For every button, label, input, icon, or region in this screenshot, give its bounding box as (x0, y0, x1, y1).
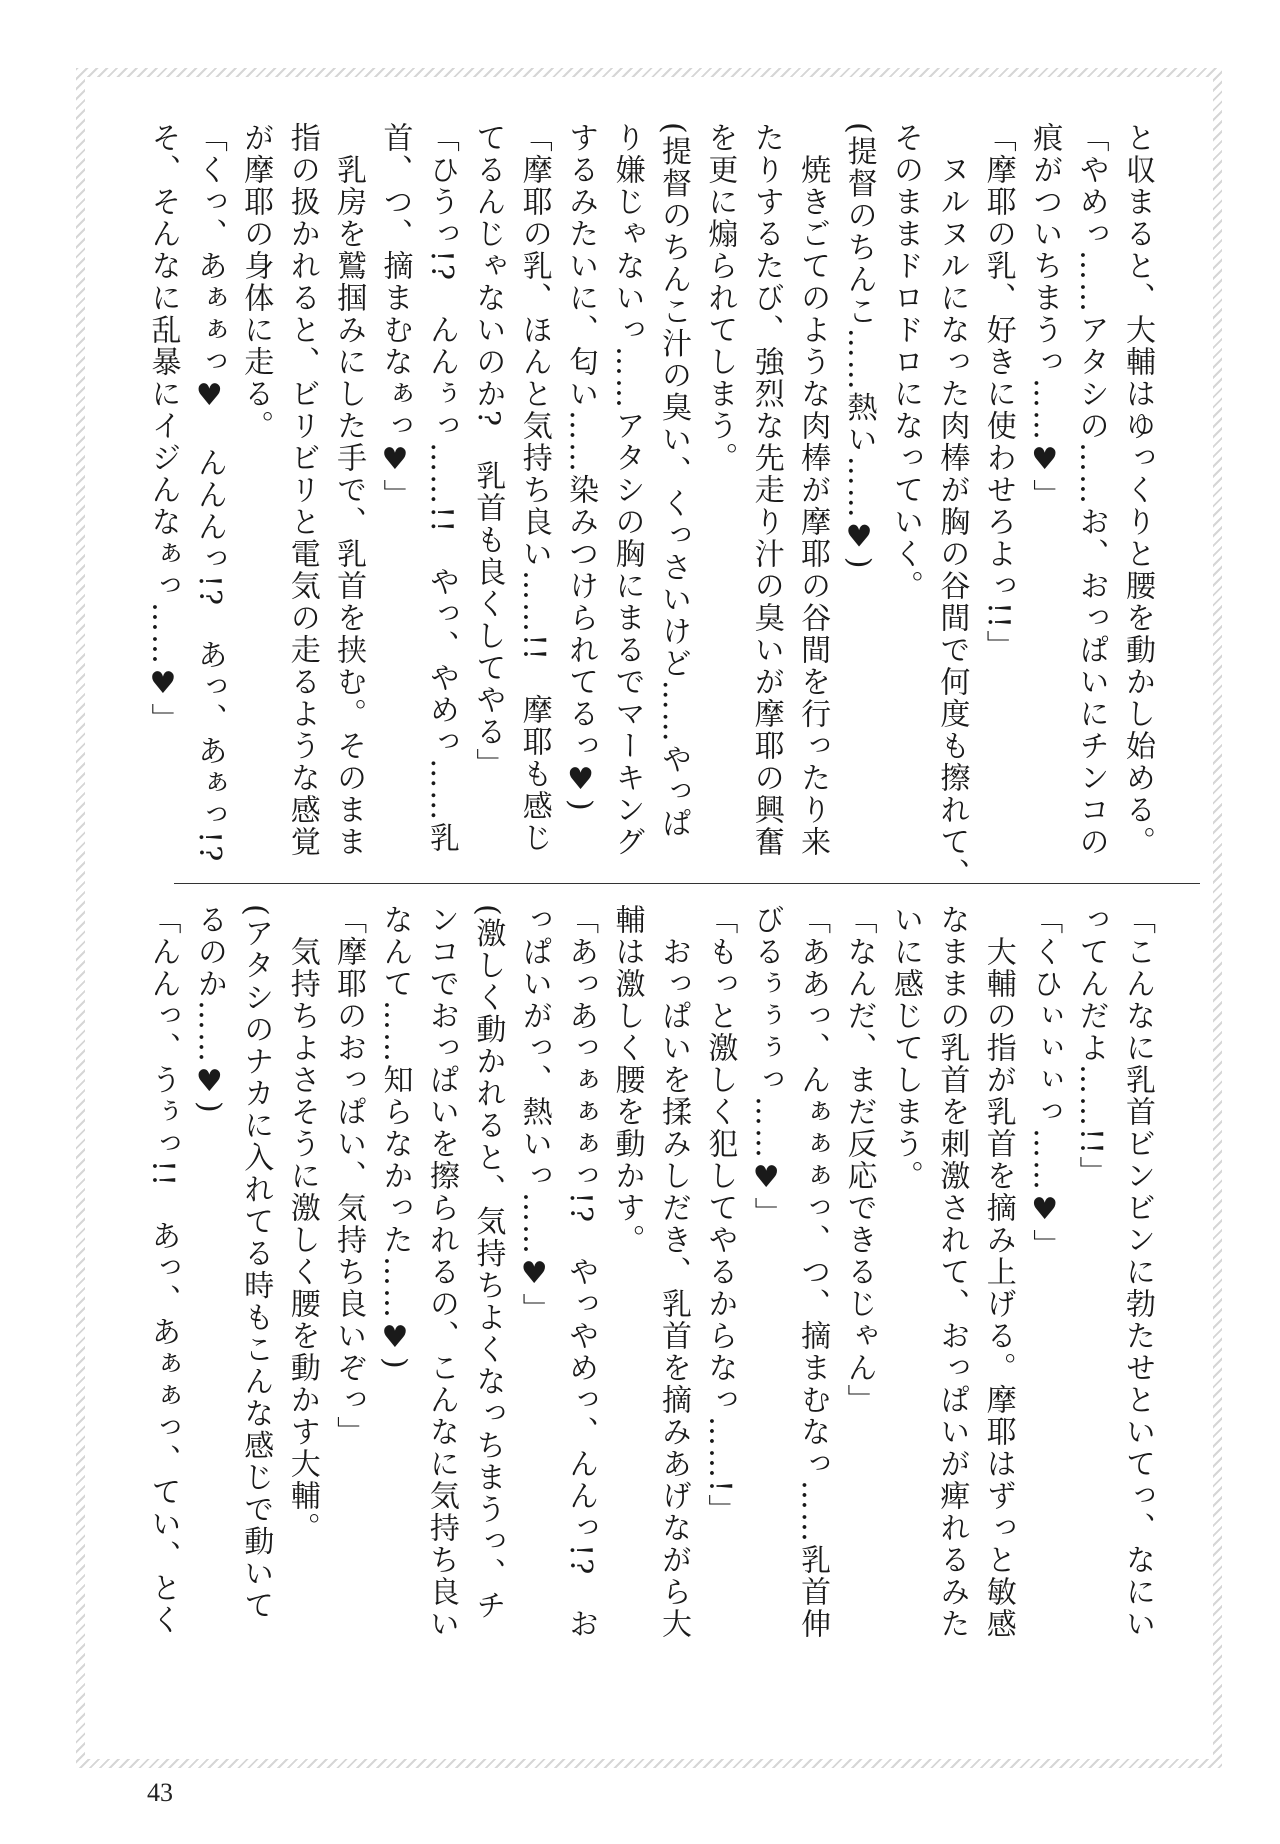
text-line: と収まると、大輔はゆっくりと腰を動かし始める。 (1120, 122, 1155, 858)
text-line: 気持ちよさそうに激しく腰を動かす大輔。 (284, 904, 320, 1544)
text-line: ンコでおっぱいを擦られるの、こんなに気持ち良い (423, 904, 459, 1640)
text-line: 乳房を鷲掴みにした手で、乳首を挟む。そのまま (331, 122, 367, 858)
text-line: 「もっと激しく犯してやるからなっ……!」 (702, 904, 738, 1527)
text-line: そのままドロドロになっていく。 (887, 122, 923, 602)
text-line: (激しく動かれると、気持ちよくなっちまうっ、チ (470, 904, 506, 1622)
bottom-text-section (139, 904, 1160, 1649)
text-line: 「こんなに乳首ビンビンに勃たせといてっ、なにい (1120, 904, 1155, 1640)
text-line: 「摩耶のおっぱい、気持ち良いぞっ」 (331, 904, 367, 1448)
text-line: ヌルヌルになった肉棒が胸の谷間で何度も擦れて、 (934, 122, 970, 890)
text-line: 首、つ、摘まむなぁっ♥」 (377, 122, 413, 511)
text-line: 「くひぃぃぃっ……♥」 (1027, 904, 1063, 1261)
text-line: するみたいに、匂い……染みつけられてるっ♥) (563, 122, 599, 813)
text-line: おっぱいを揉みしだき、乳首を摘みあげながら大 (655, 904, 691, 1640)
text-line: 「くっ、あぁぁっ♥ んんんっ!? あっ、あぁっ!? (191, 122, 227, 864)
text-line: 痕がついちまうっ……♥」 (1027, 122, 1063, 511)
section-divider (174, 883, 1200, 884)
text-line: 「ああっ、んぁぁぁっ、つ、摘まむなっ……乳首伸 (795, 904, 831, 1640)
text-line: 「ひうっ!? んんぅっ……!! やっ、やめっ……乳 (423, 122, 459, 855)
text-line: っぱいがっ、熱いっ……♥」 (516, 904, 552, 1325)
text-line: 「摩耶の乳、ほんと気持ち良い……!! 摩耶も感じ (516, 122, 552, 855)
text-line: 輔は激しく腰を動かす。 (609, 904, 645, 1256)
text-line: 大輔の指が乳首を摘み上げる。摩耶はずっと敏感 (980, 904, 1016, 1640)
text-line: り嫌じゃないっ……アタシの胸にまるでマーキング (609, 122, 645, 858)
text-line: たりするたび、強烈な先走り汁の臭いが摩耶の興奮 (748, 122, 784, 858)
text-line: 「やめっ……アタシの……お、おっぱいにチンコの (1073, 122, 1109, 858)
top-text-section (139, 122, 1160, 890)
text-line: 「あっあっぁぁぁっ!? やっやめっ、んんっ!? お (563, 904, 599, 1641)
text-line: るのか……♥) (191, 904, 227, 1115)
text-line: 「んんっ、うぅっ!! あっ、あぁぁっ、てい、とく (145, 904, 181, 1637)
text-line: を更に煽られてしまう。 (702, 122, 738, 474)
text-line: が摩耶の身体に走る。 (238, 122, 274, 442)
text-line: (アタシのナカに入れてる時もこんな感じで動いて (238, 904, 274, 1622)
text-line: 指の扱かれると、ビリビリと電気の走るような感覚 (284, 122, 320, 858)
text-line: 「摩耶の乳、好きに使わせろよっ!!」 (980, 122, 1016, 663)
text-line: びるぅぅぅっ……♥」 (748, 904, 784, 1229)
text-line: ってんだよ……!!」 (1073, 904, 1109, 1189)
text-line: なままの乳首を刺激されて、おっぱいが痺れるみた (934, 904, 970, 1640)
text-line: なんて……知らなかった……♥) (377, 904, 413, 1371)
text-line: いに感じてしまう。 (887, 904, 923, 1192)
text-line: てるんじゃないのか? 乳首も良くしてやる」 (470, 122, 506, 781)
text-line: 「なんだ、まだ反応できるじゃん」 (841, 904, 877, 1416)
text-line: そ、そんなに乱暴にイジんなぁっ……♥」 (145, 122, 181, 735)
page-number: 43 (147, 1778, 173, 1807)
text-line: (提督のちんこ汁の臭い、くっさいけど……やっぱ (655, 122, 691, 840)
text-line: (提督のちんこ……熱い……♥) (841, 122, 877, 571)
text-line: 焼きごてのような肉棒が摩耶の谷間を行ったり来 (795, 122, 831, 858)
